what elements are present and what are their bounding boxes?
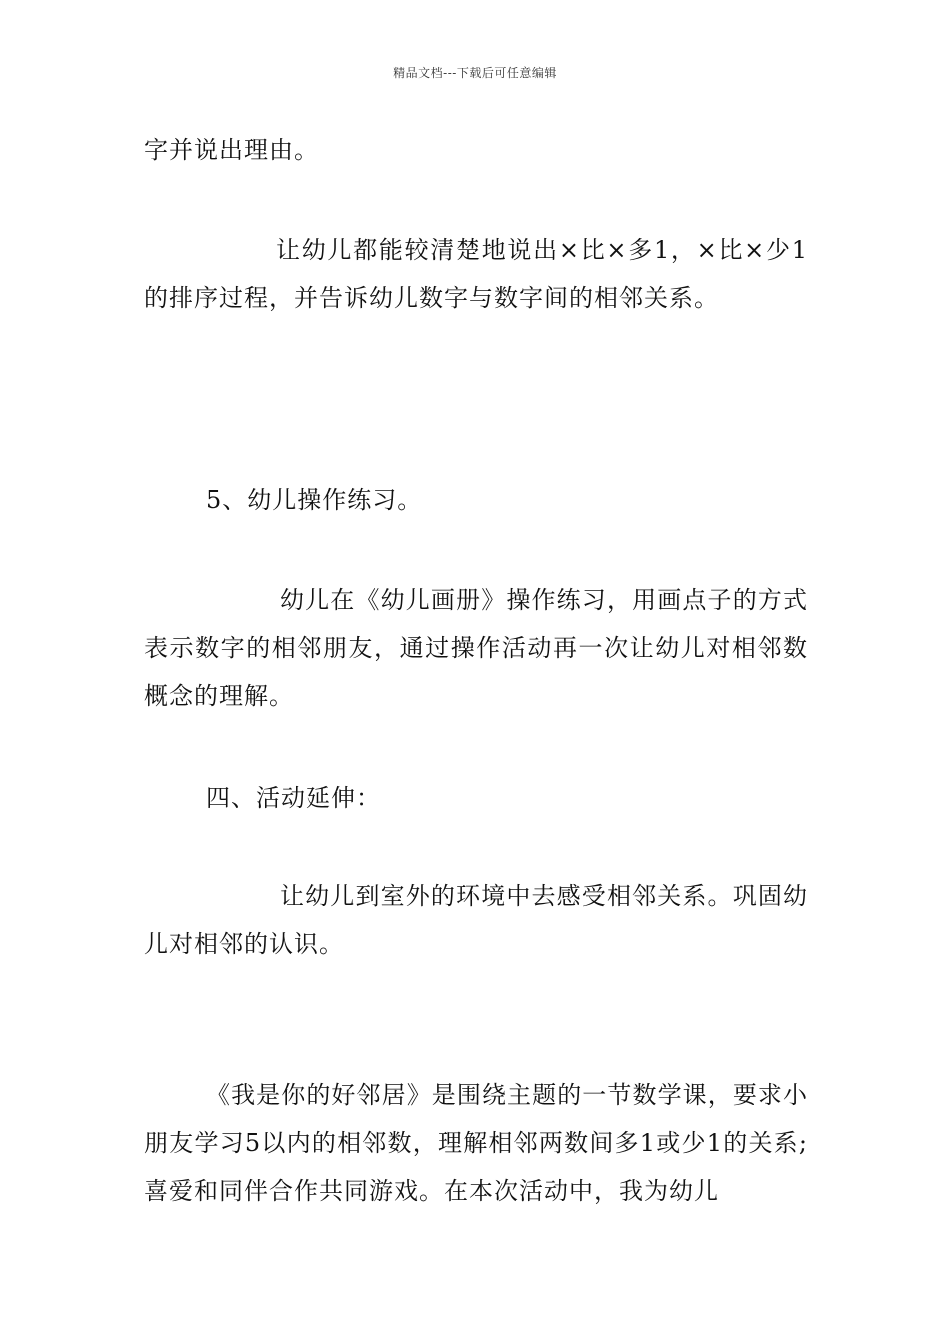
paragraph-practice: 幼儿在《幼儿画册》操作练习，用画点子的方式表示数字的相邻朋友，通过操作活动再一次让幼儿对相邻数概念的理解。 xyxy=(144,586,808,710)
paragraph-extension: 让幼儿到室外的环境中去感受相邻关系。巩固幼儿对相邻的认识。 xyxy=(144,882,808,958)
paragraph-reflection: 《我是你的好邻居》是围绕主题的一节数学课，要求小朋友学习5以内的相邻数，理解相邻两数间多1或少1的关系;喜爱和同伴合作共同游戏。在本次活动中，我为幼儿 xyxy=(144,1081,808,1205)
heading-activity-extension: 四、活动延伸： xyxy=(206,784,381,812)
paragraph-sequence-explanation: 让幼儿都能较清楚地说出×比×多1，×比×少1的排序过程，并告诉幼儿数字与数字间的相邻关系。 xyxy=(144,236,808,312)
paragraph-continuation: 字并说出理由。 xyxy=(144,136,319,164)
heading-step-5: 5、幼儿操作练习。 xyxy=(206,486,423,514)
page-header: 精品文档---下载后可任意编辑 xyxy=(393,66,557,80)
